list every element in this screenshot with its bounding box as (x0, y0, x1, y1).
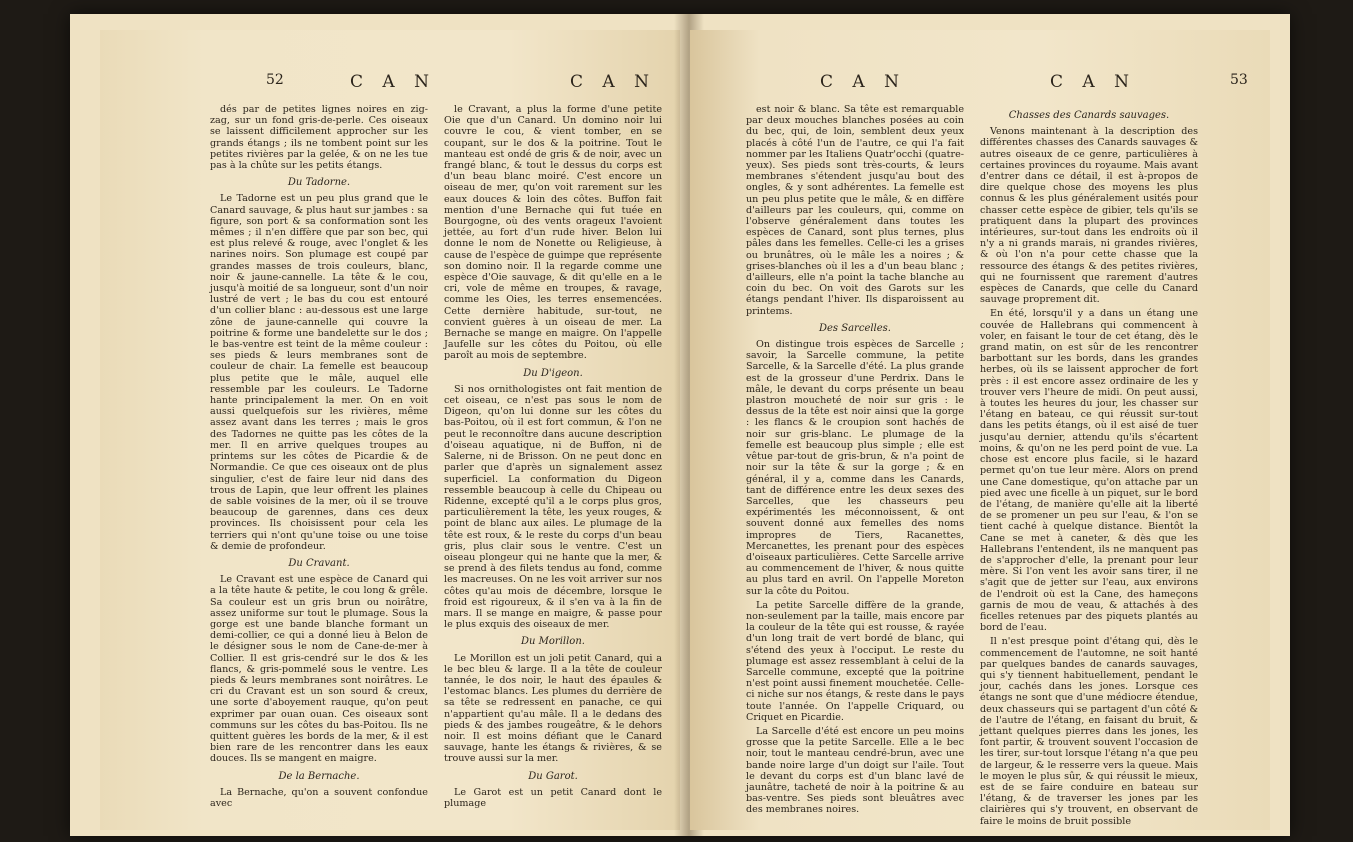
paragraph: est noir & blanc. Sa tête est remarquable par deux mouches blanches posées au coin du bec, qui, de loin, semblent deux yeux placés à côté l'un de l'autre, ce qui l'a fait nommer par les Italiens Quatr'occhi (quatre-yeux). Ses pieds sont très-courts, & leurs membranes s'étendent jusqu'au bout des ongles, & y sont adhérentes. La femelle est un peu plus petite que le mâle, & en diffère d'ailleurs par les couleurs, qui, comme on l'observe généralement dans toutes les espèces de Canard, sont plus ternes, plus pâles dans les femelles. Celle-ci les a grises ou brunâtres, où le mâle les a noires ; & grises-blanches où il les a d'un beau blanc ; d'ailleurs, elle n'a point la tache blanche au coin du bec. On voit des Garots sur les étangs pendant l'hiver. Ils disparoissent au printems. (746, 104, 964, 317)
paragraph: dés par de petites lignes noires en zig-zag, sur un fond gris-de-perle. Ces oiseaux se laissent difficilement approcher sur les grands étangs ; ils ne tombent point sur les petites rivières par la gelée, & on ne les tue pas à la chûte sur les petits étangs. (210, 104, 428, 172)
book-spread (70, 14, 1290, 836)
section-heading: Chasses des Canards sauvages. (1008, 110, 1170, 121)
paragraph: La Bernache, qu'on a souvent confondue avec (210, 786, 428, 809)
text-column (210, 104, 428, 812)
paragraph: La petite Sarcelle diffère de la grande, non-seulement par la taille, mais encore par la couleur de la tête qui est rousse, & rayée d'un long trait de vert bordé de blanc, qui s'étend des yeux à l'occiput. Le reste du plumage est assez ressemblant à celui de la Sarcelle commune, excepté que la poitrine n'est point aussi finement mouchetée. Celle-ci niche sur nos étangs, & reste dans le pays toute l'année. On l'appelle Criquard, ou Criquet en Picardie. (746, 599, 964, 723)
paragraph: Le Cravant est une espèce de Canard qui a la tête haute & petite, le cou long & grêle. Sa couleur est un gris brun ou noirâtre, assez uniforme sur tout le plumage. Sous la gorge est une bande blanche formant un demi-collier, ce qui a donné lieu à Belon de le désigner sous le nom de Cane-de-mer à Collier. Il est gris-cendré sur le dos & les flancs, & gris-pommelé sous le ventre. Les pieds & leurs membranes sont noirâtres. Le cri du Cravant est un son sourd & creux, une sorte d'aboyement rauque, qu'on peut exprimer par ouan ouan. Ces oiseaux sont communs sur les côtes du bas-Poitou. Ils ne quittent guères les bords de la mer, & il est bien rare de les rencontrer dans les eaux douces. Ils se mangent en maigre. (210, 574, 428, 765)
right-page (690, 30, 1270, 830)
running-head: C A N (350, 72, 436, 92)
paragraph: Il n'est presque point d'étang qui, dès le commencement de l'automne, ne soit hanté par quelques bandes de canards sauvages, qui s'y tiennent habituellement, pendant le jour, cachés dans les jones. Lorsque ces étangs ne sont que d'une médiocre étendue, deux chasseurs qui se partagent d'un côté & de l'autre de l'étang, en faisant du bruit, & jettant quelques pierres dans les jones, les font partir, & trouvent souvent l'occasion de les tirer, sur-tout lorsque l'étang n'a que peu de largeur, & le resserre vers la queue. Mais le moyen le plus sûr, & qui réussit le mieux, est de se faire conduire en bateau sur l'étang, & de traverser les jones par les clairières qui s'y trouvent, en observant de faire le moins de bruit possible (980, 636, 1198, 827)
section-heading: Du Cravant. (288, 557, 350, 569)
text-column (980, 104, 1198, 830)
running-head: C A N (820, 72, 906, 92)
section-heading: Du Garot. (528, 770, 578, 782)
paragraph: En été, lorsqu'il y a dans un étang une couvée de Hallebrans qui commencent à voler, en faisant le tour de cet étang, dès le grand matin, on est sûr de les rencontrer barbottant sur les bords, dans les grandes herbes, où ils se laissent approcher de fort près : il est encore assez ordinaire de les y trouver vers l'heure de midi. On peut aussi, à toutes les heures du jour, les chasser sur l'étang en bateau, ce qui réussit sur-tout dans les petits étangs, où il est aisé de tuer jusqu'au dernier, attendu qu'ils s'écartent moins, & qu'on ne les perd point de vue. La chose est encore plus facile, si le hazard permet qu'on tue leur mère. Alors on prend une Cane domestique, qu'on attache par un pied avec une ficelle à un piquet, sur le bord de l'étang, de manière qu'elle ait la liberté de se promener un peu sur l'eau, & l'on se tient caché à quelque distance. Bientôt la Cane se met à caneter, & dès que les Hallebrans l'entendent, ils ne manquent pas de s'approcher d'elle, la prenant pour leur mère. Si l'on vent les avoir sans tirer, il ne s'agit que de jetter sur l'eau, aux environs de l'endroit où est la Cane, des hameçons garnis de mou de veau, & attachés à des ficelles retenues par des piquets plantés au bord de l'eau. (980, 308, 1198, 634)
paragraph: le Cravant, a plus la forme d'une petite Oie que d'un Canard. Un domino noir lui couvre le cou, & vient tomber, en se coupant, sur le dos & la poitrine. Tout le manteau est ondé de gris & de noir, avec un frangé blanc, & tout le dessus du corps est d'un beau blanc moiré. C'est encore un oiseau de mer, qu'on voit rarement sur les eaux douces & loin des côtes. Buffon fait mention d'une Bernache qui fut tuée en Bourgogne, où des vents orageux l'avoient jettée, au fort d'un rude hiver. Belon lui donne le nom de Nonette ou Religieuse, à cause de l'espèce de guimpe que représente son domino noir. Il la regarde comme une espèce d'Oie sauvage, & dit qu'elle en a le cri, vole de même en troupes, & ravage, comme les Oies, les terres ensemencées. Cette dernière habitude, sur-tout, ne convient guères à un oiseau de mer. La Bernache se mange en maigre. On l'appelle Jaufelle sur les côtes du Poitou, où elle paroît au mois de septembre. (444, 104, 662, 362)
paragraph: On distingue trois espèces de Sarcelle ; savoir, la Sarcelle commune, la petite Sarcelle, & la Sarcelle d'été. La plus grande est de la grosseur d'une Perdrix. Dans le mâle, le devant du corps présente un beau plastron moucheté de noir sur gris : le dessus de la tête est noir ainsi que la gorge : les flancs & le croupion sont hachés de noir sur gris-blanc. Le plumage de la femelle est beaucoup plus simple ; elle est vêtue par-tout de gris-brun, & n'a point de noir sur la tête & sur la gorge ; & en général, il y a, comme dans les Canards, tant de différence entre les deux sexes des Sarcelles, que les chasseurs peu expérimentés les méconnoissent, & ont souvent donné aux femelles des noms impropres de Tiers, Racanettes, Mercanettes, les prenant pour des espèces d'oiseaux particulières. Cette Sarcelle arrive au commencement de l'hiver, & nous quitte au plus tard en avril. On l'appelle Moreton sur la côte du Poitou. (746, 339, 964, 597)
left-page-header (100, 72, 680, 96)
left-page (100, 30, 680, 830)
page-number: 52 (266, 72, 284, 88)
text-column (444, 104, 662, 812)
paragraph: Le Morillon est un joli petit Canard, qui a le bec bleu & large. Il a la tête de couleur tannée, le dos noir, le haut des épaules & l'estomac blancs. Les plumes du derrière de sa tête se redressent en panache, ce qui n'appartient qu'au mâle. Il a le dedans des pieds & des jambes rougeâtre, & le dehors noir. Il est moins défiant que le Canard sauvage, hante les étangs & rivières, & se trouve aussi sur la mer. (444, 652, 662, 765)
page-number: 53 (1230, 72, 1248, 88)
section-heading: De la Bernache. (278, 770, 360, 782)
running-head: C A N (1050, 72, 1136, 92)
paragraph: Si nos ornithologistes ont fait mention de cet oiseau, ce n'est pas sous le nom de Digeon, qu'on lui donne sur les côtes du bas-Poitou, où il est fort commun, & l'on ne peut le reconnoître dans aucune description d'oiseau aquatique, ni de Buffon, ni de Salerne, ni de Brisson. On ne peut donc en parler que d'après un signalement assez superficiel. La conformation du Digeon ressemble beaucoup à celle du Chipeau ou Ridenne, excepté qu'il a le corps plus gros, particulièrement la tête, les yeux rouges, & point de blanc aux ailes. Le plumage de la tête est roux, & le reste du corps d'un beau gris, plus clair sous le ventre. C'est un oiseau plongeur qui ne hante que la mer, & se prend à des filets tendus au fond, comme les macreuses. On ne les voit arriver sur nos côtes qu'au mois de décembre, lorsque le froid est rigoureux, & il s'en va à la fin de mars. Il se mange en maigre, & passe pour le plus exquis des oiseaux de mer. (444, 383, 662, 631)
section-heading: Du Tadorne. (287, 177, 351, 189)
right-page-header (690, 72, 1270, 96)
paragraph: La Sarcelle d'été est encore un peu moins grosse que la petite Sarcelle. Elle a le bec noir, tout le manteau cendré-brun, avec une bande noire large d'un doigt sur l'aile. Tout le devant du corps est d'un blanc lavé de jaunâtre, tacheté de noir à la poitrine & au bas-ventre. Ses pieds sont bleuâtres avec des membranes noires. (746, 725, 964, 816)
running-head: C A N (570, 72, 656, 92)
paragraph: Le Garot est un petit Canard dont le plumage (444, 786, 662, 809)
section-heading: Des Sarcelles. (819, 322, 891, 334)
section-heading: Du Morillon. (521, 636, 585, 648)
section-heading: Du D'igeon. (523, 367, 583, 379)
paragraph: Le Tadorne est un peu plus grand que le Canard sauvage, & plus haut sur jambes : sa figure, son port & sa conformation sont les mêmes ; il n'en diffère que par son bec, qui est plus relevé & rouge, avec l'onglet & les narines noirs. Son plumage est coupé par grandes masses de trois couleurs, blanc, noir & jaune-cannelle. La tête & le cou, jusqu'à moitié de sa longueur, sont d'un noir lustré de vert ; le bas du cou est entouré d'un collier blanc : au-dessous est une large zône de jaune-cannelle qui couvre la poitrine & forme une bandelette sur le dos ; le bas-ventre est teint de la même couleur : ses pieds & leurs membranes sont de couleur de chair. La femelle est beaucoup plus petite que le mâle, auquel elle ressemble par les couleurs. Le Tadorne hante principalement la mer. On en voit aussi quelquefois sur les rivières, même assez avant dans les terres ; mais le gros des Tadornes ne quitte pas les côtes de la mer. Il en arrive quelques troupes au printems sur les côtes de Picardie & de Normandie. Ce que ces oiseaux ont de plus singulier, c'est de faire leur nid dans des trous de Lapin, que leur offrent les plaines de sable voisines de la mer, où il se trouve beaucoup de garennes, dans ces deux provinces. Ils choisissent pour cela les terriers qui n'ont qu'une toise ou une toise & demie de profondeur. (210, 193, 428, 552)
text-column (746, 104, 964, 819)
paragraph: Venons maintenant à la description des différentes chasses des Canards sauvages & autres oiseaux de ce genre, particulières à certaines provinces du royaume. Mais avant d'entrer dans ce détail, il est à-propos de dire quelque chose des moyens les plus connus & les plus généralement usités pour chasser cette espèce de gibier, tels qu'ils se pratiquent dans la plupart des provinces intérieures, sur-tout dans les endroits où il n'y a ni grands marais, ni grandes rivières, & où l'on n'a pour cette chasse que la ressource des étangs & des petites rivières, qui ne fournissent que rarement d'autres espèces de Canards, que celle du Canard sauvage proprement dit. (980, 126, 1198, 306)
